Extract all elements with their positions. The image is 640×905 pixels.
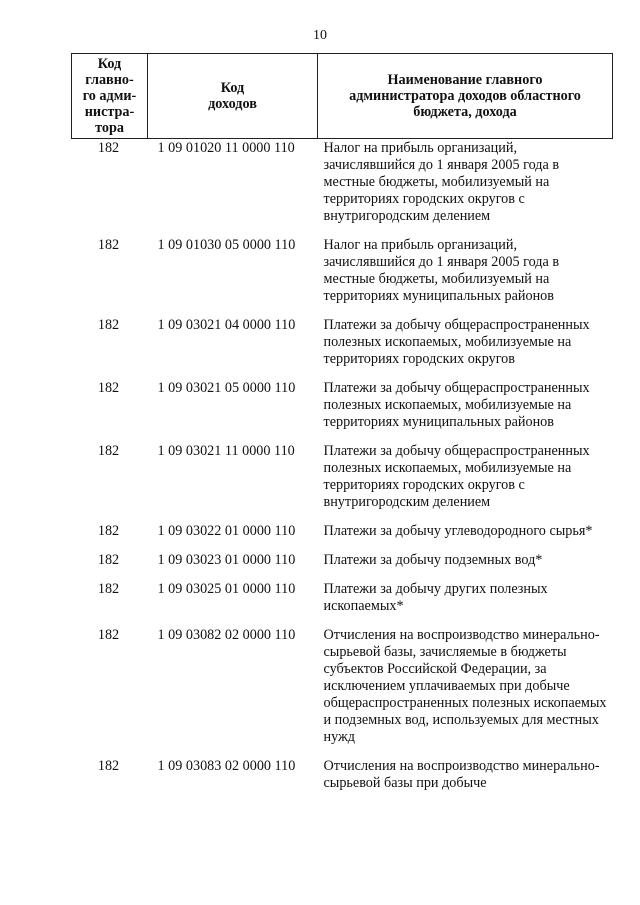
table-row bbox=[72, 139, 613, 238]
table-row bbox=[72, 237, 613, 317]
admin-code-cell: 182 bbox=[97, 317, 120, 333]
table-row bbox=[72, 317, 613, 380]
income-name-cell: Платежи за добычу подземных вод* bbox=[323, 552, 543, 568]
income-code-cell: 1 09 03021 11 0000 110 bbox=[157, 443, 295, 459]
income-code-cell: 1 09 03022 01 0000 110 bbox=[157, 523, 296, 539]
income-name-cell: Отчисления на воспроизводство минерально-сырьевой базы при добыче bbox=[323, 758, 600, 791]
header-name: Наименование главного администратора доходов областного бюджета, дохода bbox=[318, 54, 613, 139]
income-name-cell: Платежи за добычу общераспространенных полезных ископаемых, мобилизуемые на территориях городских округов с внутригородским делением bbox=[323, 443, 590, 510]
admin-code-cell: 182 bbox=[97, 552, 120, 568]
income-name-cell: Отчисления на воспроизводство минерально-сырьевой базы, зачисляемые в бюджеты субъектов Российской Федерации, за исключением уплачиваемых при добыче общераспространенных полезных ископаемых и подземных вод, используемых для местных нужд bbox=[323, 627, 607, 745]
table-row bbox=[72, 581, 613, 627]
table-row bbox=[72, 380, 613, 443]
income-code-cell: 1 09 03023 01 0000 110 bbox=[157, 552, 296, 568]
header-admin-code: Код главно- го адми- нистра- тора bbox=[72, 54, 148, 139]
table-row bbox=[72, 552, 613, 581]
income-code-cell: 1 09 03021 05 0000 110 bbox=[157, 380, 296, 396]
admin-code-cell: 182 bbox=[97, 758, 120, 774]
header-income-code: Код доходов bbox=[148, 54, 318, 139]
income-name-cell: Налог на прибыль организаций, зачислявшийся до 1 января 2005 года в местные бюджеты, мобилизуемый на территориях городских округов с внутригородским делением bbox=[323, 140, 560, 224]
admin-code-cell: 182 bbox=[97, 237, 120, 253]
income-code-cell: 1 09 01030 05 0000 110 bbox=[157, 237, 296, 253]
income-code-cell: 1 09 01020 11 0000 110 bbox=[157, 140, 295, 156]
admin-code-cell: 182 bbox=[97, 523, 120, 539]
admin-code-cell: 182 bbox=[97, 581, 120, 597]
income-code-cell: 1 09 03082 02 0000 110 bbox=[157, 627, 296, 643]
page-number: 10 bbox=[313, 28, 327, 43]
table-row bbox=[72, 758, 613, 804]
header-row bbox=[72, 54, 613, 139]
table-body bbox=[72, 139, 613, 805]
income-code-cell: 1 09 03083 02 0000 110 bbox=[157, 758, 296, 774]
table-row bbox=[72, 443, 613, 523]
admin-code-cell: 182 bbox=[97, 140, 120, 156]
income-name-cell: Налог на прибыль организаций, зачислявшийся до 1 января 2005 года в местные бюджеты, мобилизуемый на территориях муниципальных районов bbox=[323, 237, 560, 304]
income-name-cell: Платежи за добычу углеводородного сырья* bbox=[323, 523, 593, 539]
admin-code-cell: 182 bbox=[97, 380, 120, 396]
income-name-cell: Платежи за добычу других полезных ископаемых* bbox=[323, 581, 548, 614]
table-row bbox=[72, 523, 613, 552]
table-row bbox=[72, 627, 613, 758]
table-header bbox=[72, 54, 613, 139]
income-name-cell: Платежи за добычу общераспространенных полезных ископаемых, мобилизуемые на территориях муниципальных районов bbox=[323, 380, 590, 430]
income-code-cell: 1 09 03021 04 0000 110 bbox=[157, 317, 296, 333]
income-name-cell: Платежи за добычу общераспространенных полезных ископаемых, мобилизуемые на территориях городских округов bbox=[323, 317, 590, 367]
income-code-cell: 1 09 03025 01 0000 110 bbox=[157, 581, 296, 597]
admin-code-cell: 182 bbox=[97, 443, 120, 459]
income-codes-table bbox=[71, 53, 613, 804]
admin-code-cell: 182 bbox=[97, 627, 120, 643]
